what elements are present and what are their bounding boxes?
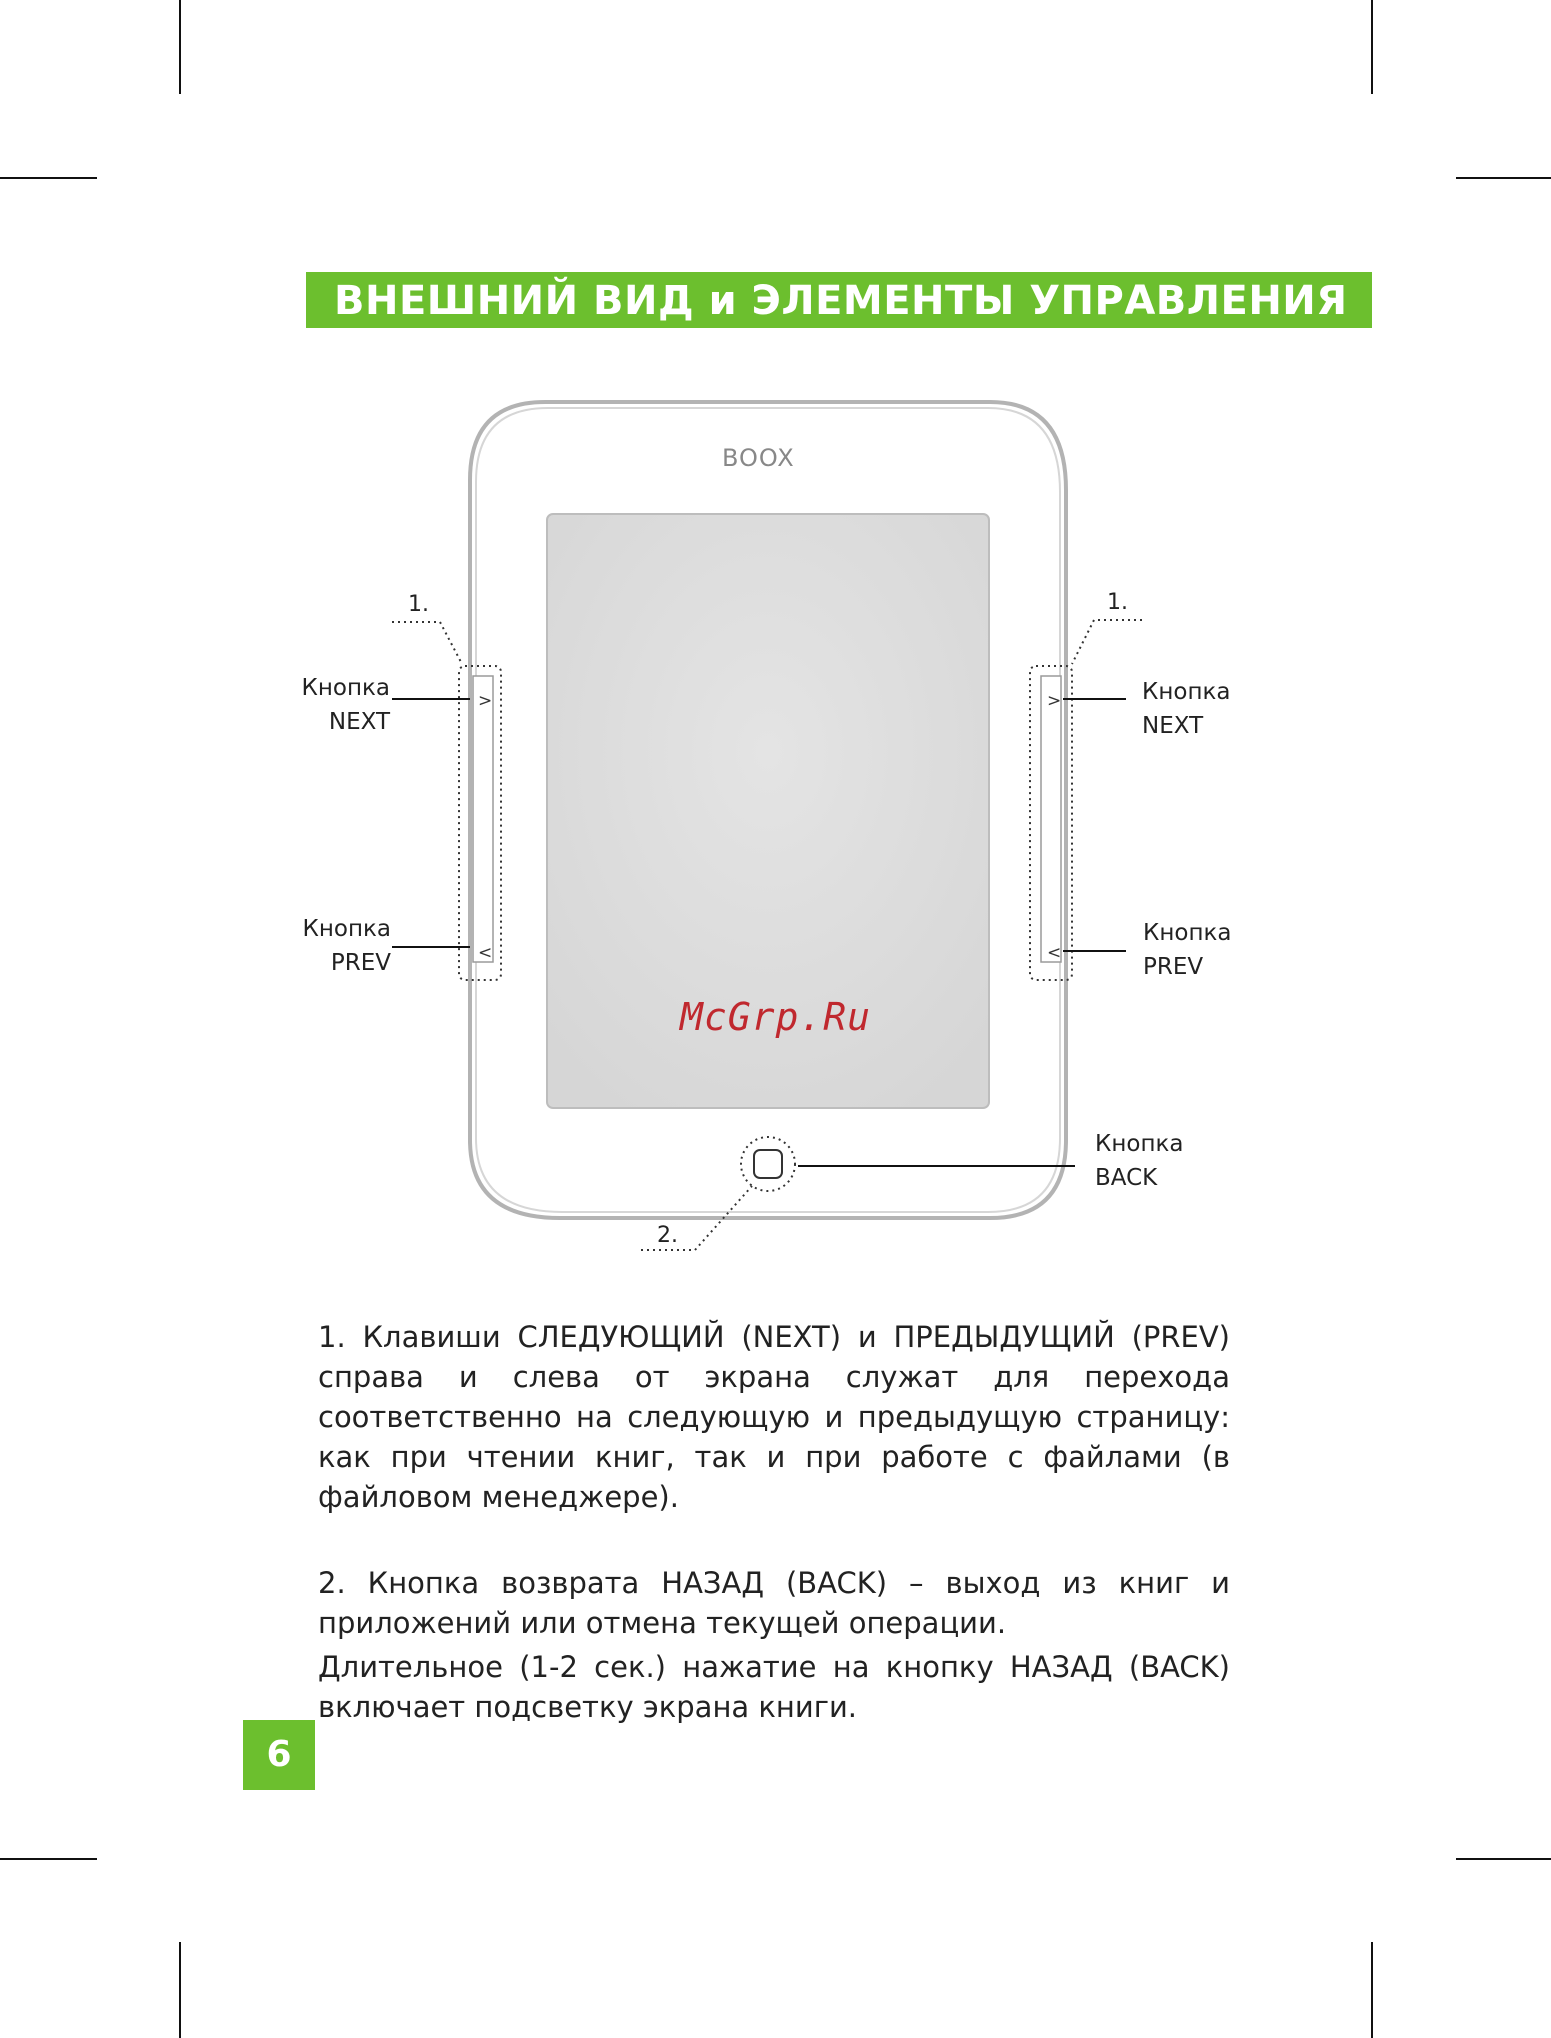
left-button-strip: [473, 676, 493, 962]
label-right-prev-line1: Кнопка: [1143, 920, 1232, 946]
label-left-prev: [290, 912, 391, 980]
right-next-glyph: >: [1047, 691, 1062, 711]
label-left-prev-line2: PREV: [330, 950, 391, 976]
marker-1-right: 1.: [1107, 590, 1128, 615]
label-back-line1: Кнопка: [1095, 1131, 1184, 1157]
paragraph-back: 2. Кнопка возврата НАЗАД (BACK) – выход из книг и приложений или отмена текущей операции.: [318, 1566, 1230, 1640]
label-left-next: [290, 671, 390, 739]
label-right-prev-line2: PREV: [1143, 954, 1204, 980]
marker-2-back: 2.: [657, 1223, 678, 1248]
section-title: ВНЕШНИЙ ВИД и ЭЛЕМЕНТЫ УПРАВЛЕНИЯ: [334, 278, 1348, 324]
label-back-line2: BACK: [1095, 1165, 1158, 1191]
marker-1-left: 1.: [408, 592, 429, 617]
label-left-next-line1: Кнопка: [301, 675, 390, 701]
right-button-strip: [1041, 676, 1061, 962]
label-right-prev: [1143, 916, 1231, 984]
paragraph-next-prev: 1. Клавиши СЛЕДУЮЩИЙ (NEXT) и ПРЕДЫДУЩИЙ (PREV) справа и слева от экрана служат для перехода соответственно на следующую и предыдущую страницу: как при чтении книг, так и при работе с файлами (в файловом менеджере).: [318, 1320, 1230, 1514]
label-right-next-line1: Кнопка: [1142, 679, 1231, 705]
page-number: 6: [266, 1734, 292, 1775]
label-back: [1095, 1127, 1183, 1195]
page-number-badge: [243, 1720, 315, 1790]
label-left-prev-line1: Кнопка: [302, 916, 391, 942]
paragraph-backlight: Длительное (1-2 сек.) нажатие на кнопку НАЗАД (BACK) включает подсветку экрана книги.: [318, 1650, 1230, 1724]
label-right-next-line2: NEXT: [1142, 713, 1204, 739]
right-prev-glyph: <: [1047, 943, 1062, 963]
label-left-next-line2: NEXT: [328, 709, 390, 735]
left-prev-glyph: <: [478, 943, 493, 963]
back-button: [754, 1150, 782, 1178]
label-right-next: [1142, 675, 1230, 743]
device-brand-logo: BOOX: [722, 444, 795, 472]
left-next-glyph: >: [478, 691, 493, 711]
watermark-text: McGrp.Ru: [680, 995, 872, 1039]
